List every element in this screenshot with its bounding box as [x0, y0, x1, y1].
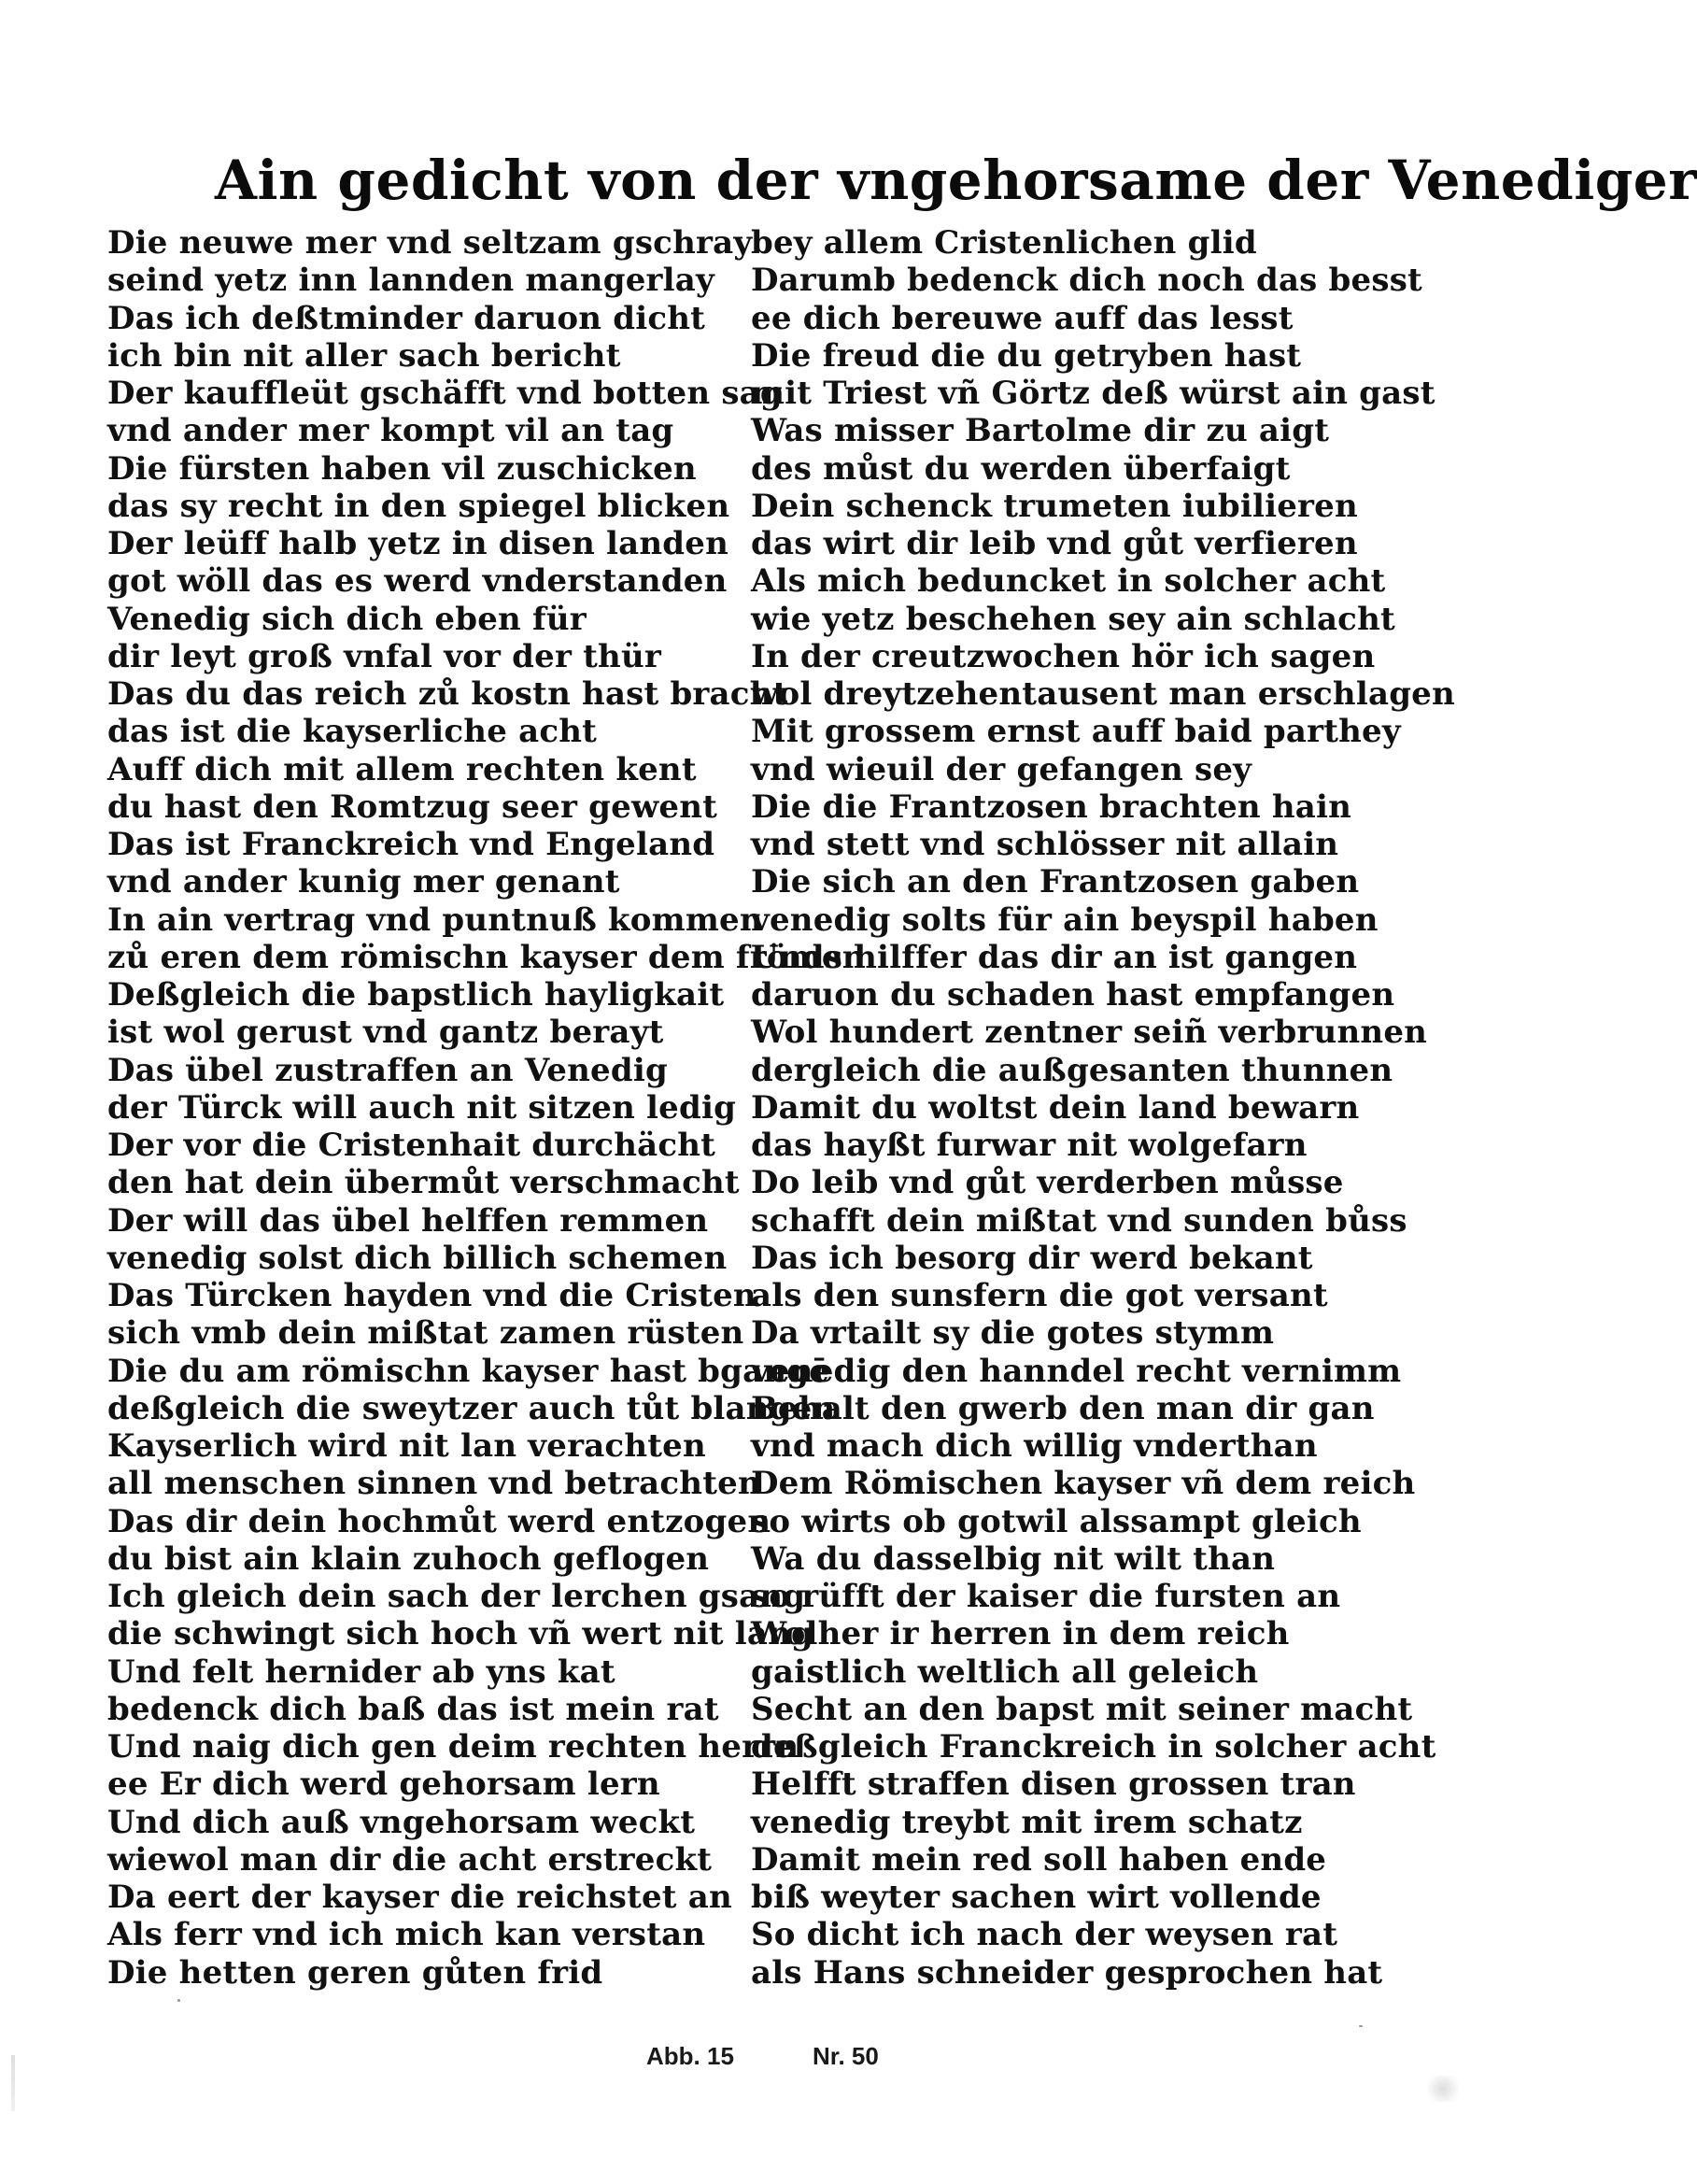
- verse-line: gaistlich weltlich all geleich: [751, 1652, 1259, 1691]
- poem-title: Ain gedicht von der vngehorsame der Venediger: [215, 149, 1697, 212]
- verse-line: schafft dein mißtat vnd sunden bůss: [751, 1201, 1407, 1240]
- verse-line: Damit mein red soll haben ende: [751, 1840, 1327, 1879]
- verse-line: du hast den Romtzug seer gewent: [107, 787, 718, 826]
- verse-line: Die fürsten haben vil zuschicken: [107, 449, 697, 488]
- verse-line: Die neuwe mer vnd seltzam gschray: [107, 224, 753, 262]
- verse-line: biß weyter sachen wirt vollende: [751, 1879, 1322, 1916]
- verse-line: Wolher ir herren in dem reich: [751, 1615, 1290, 1653]
- verse-line: Helfft straffen disen grossen tran: [751, 1766, 1356, 1804]
- verse-line: Ich gleich dein sach der lerchen gsang: [107, 1578, 806, 1615]
- verse-line: Da vrtailt sy die gotes stymm: [751, 1314, 1275, 1353]
- verse-line: dergleich die außgesanten thunnen: [751, 1051, 1393, 1089]
- verse-line: den hat dein übermůt verschmacht: [107, 1164, 740, 1202]
- verse-line: dir leyt groß vnfal vor der thür: [107, 637, 661, 675]
- verse-line: Dem Römischen kayser vñ dem reich: [751, 1465, 1416, 1503]
- verse-line: In ain vertrag vnd puntnuß kommen: [107, 901, 763, 939]
- verse-line: Der kauffleüt gschäfft vnd botten sag: [107, 375, 783, 412]
- verse-line: Mit grossem ernst auff baid parthey: [751, 713, 1401, 751]
- verse-line: das sy recht in den spiegel blicken: [107, 487, 730, 525]
- verse-line: das wirt dir leib vnd gůt verfieren: [751, 525, 1358, 562]
- verse-line: Der vor die Cristenhait durchächt: [107, 1127, 716, 1164]
- scan-smudge: [1422, 2076, 1464, 2102]
- ink-speck: [177, 1999, 180, 2002]
- verse-line: Da eert der kayser die reichstet an: [107, 1879, 732, 1916]
- verse-line: du bist ain klain zuhoch geflogen: [107, 1539, 710, 1578]
- verse-line: Secht an den bapst mit seiner macht: [751, 1690, 1413, 1728]
- verse-line: wiewol man dir die acht erstreckt: [107, 1840, 713, 1879]
- verse-line: Das übel zustraffen an Venedig: [107, 1051, 668, 1089]
- verse-line: Was misser Bartolme dir zu aigt: [751, 412, 1330, 450]
- verse-line: die schwingt sich hoch vñ wert nit lang: [107, 1615, 813, 1653]
- verse-line: Behalt den gwerb den man dir gan: [751, 1389, 1375, 1427]
- verse-line: Das ich besorg dir werd bekant: [751, 1239, 1313, 1277]
- verse-line: Damit du woltst dein land bewarn: [751, 1088, 1360, 1127]
- verse-line: venedig treybt mit irem schatz: [751, 1803, 1303, 1841]
- verse-line: Als mich beduncket in solcher acht: [751, 562, 1386, 601]
- verse-line: vnd mach dich willig vnderthan: [751, 1427, 1318, 1465]
- verse-line: Der will das übel helffen remmen: [107, 1201, 709, 1240]
- verse-line: Dein schenck trumeten iubilieren: [751, 487, 1358, 525]
- left-verse-column: [107, 224, 866, 1992]
- verse-line: Und felt hernider ab yns kat: [107, 1652, 615, 1691]
- verse-line: Die die Frantzosen brachten hain: [751, 787, 1352, 826]
- verse-line: all menschen sinnen vnd betrachten: [107, 1465, 761, 1503]
- verse-line: venedig solst dich billich schemen: [107, 1239, 728, 1277]
- verse-line: das hayßt furwar nit wolgefarn: [751, 1127, 1308, 1164]
- verse-line: vnd wieuil der gefangen sey: [751, 750, 1252, 788]
- verse-line: Und dich auß vngehorsam weckt: [107, 1803, 696, 1841]
- verse-line: So dicht ich nach der weysen rat: [751, 1916, 1338, 1954]
- verse-line: Das du das reich zů kostn hast bracht: [107, 675, 788, 713]
- verse-line: In der creutzwochen hör ich sagen: [751, 637, 1376, 675]
- scan-edge-mark: [11, 2055, 15, 2111]
- verse-line: vnd ander kunig mer genant: [107, 863, 620, 901]
- verse-line: als den sunsfern die got versant: [751, 1277, 1328, 1314]
- ink-speck: [1359, 2025, 1363, 2027]
- verse-line: Das dir dein hochmůt werd entzogen: [107, 1502, 771, 1540]
- verse-line: zů eren dem römischn kayser dem frömen: [107, 938, 866, 976]
- verse-line: ee Er dich werd gehorsam lern: [107, 1766, 660, 1804]
- verse-line: Das ich deßtminder daruon dicht: [107, 299, 706, 337]
- verse-line: Das Türcken hayden vnd die Cristen: [107, 1277, 757, 1314]
- verse-line: vnd ander mer kompt vil an tag: [107, 412, 674, 450]
- verse-line: Darumb bedenck dich noch das besst: [751, 262, 1422, 300]
- verse-line: seind yetz inn lannden mangerlay: [107, 262, 714, 300]
- verse-line: got wöll das es werd vnderstanden: [107, 562, 728, 601]
- verse-line: bedenck dich baß das ist mein rat: [107, 1690, 719, 1728]
- verse-line: Der leüff halb yetz in disen landen: [107, 525, 729, 562]
- verse-line: ee dich bereuwe auff das lesst: [751, 299, 1294, 337]
- verse-line: Die hetten geren gůten frid: [107, 1953, 603, 1992]
- verse-line: so rüfft der kaiser die fursten an: [751, 1578, 1341, 1615]
- verse-line: deßgleich die sweytzer auch tůt blangen: [107, 1389, 836, 1427]
- verse-line: Die freud die du getryben hast: [751, 336, 1302, 375]
- verse-line: daruon du schaden hast empfangen: [751, 976, 1395, 1014]
- verse-line: so wirts ob gotwil alssampt gleich: [751, 1502, 1362, 1540]
- right-verse-column: [751, 224, 1455, 1992]
- verse-line: Wa du dasselbig nit wilt than: [751, 1539, 1276, 1578]
- verse-line: Das ist Franckreich vnd Engeland: [107, 826, 715, 863]
- verse-line: Als ferr vnd ich mich kan verstan: [107, 1916, 706, 1954]
- verse-line: Deßgleich die bapstlich hayligkait: [107, 976, 725, 1014]
- verse-line: des můst du werden überfaigt: [751, 449, 1291, 488]
- verse-line: wie yetz beschehen sey ain schlacht: [751, 600, 1395, 638]
- verse-line: Die du am römischn kayser hast bgangē: [107, 1352, 830, 1390]
- verse-line: bey allem Cristenlichen glid: [751, 224, 1257, 262]
- verse-line: Kayserlich wird nit lan verachten: [107, 1427, 706, 1465]
- verse-line: deßgleich Franckreich in solcher acht: [751, 1728, 1436, 1766]
- verse-line: Venedig sich dich eben für: [107, 600, 587, 638]
- verse-line: als Hans schneider gesprochen hat: [751, 1953, 1383, 1992]
- item-number: Nr. 50: [813, 2042, 879, 2070]
- verse-line: Auff dich mit allem rechten kent: [107, 750, 697, 788]
- verse-line: sich vmb dein mißtat zamen rüsten: [107, 1314, 744, 1353]
- figure-label: Abb. 15: [646, 2042, 734, 2070]
- verse-line: Wol hundert zentner seiñ verbrunnen: [751, 1014, 1428, 1052]
- verse-line: ist wol gerust vnd gantz berayt: [107, 1014, 664, 1052]
- verse-line: Do leib vnd gůt verderben můsse: [751, 1164, 1344, 1202]
- verse-line: Die sich an den Frantzosen gaben: [751, 863, 1360, 901]
- verse-line: vnd stett vnd schlösser nit allain: [751, 826, 1339, 863]
- verse-line: wol dreytzehentausent man erschlagen: [751, 675, 1455, 713]
- verse-line: Und naig dich gen deim rechten herrn: [107, 1728, 799, 1766]
- verse-line: der Türck will auch nit sitzen ledig: [107, 1088, 737, 1127]
- verse-line: das ist die kayserliche acht: [107, 713, 598, 751]
- verse-line: mit Triest vñ Görtz deß würst ain gast: [751, 375, 1435, 412]
- verse-line: ich bin nit aller sach bericht: [107, 336, 621, 375]
- verse-line: venedig solts für ain beyspil haben: [751, 901, 1379, 939]
- verse-line: venedig den hanndel recht vernimm: [751, 1352, 1402, 1390]
- verse-line: Unds hilffer das dir an ist gangen: [751, 938, 1358, 976]
